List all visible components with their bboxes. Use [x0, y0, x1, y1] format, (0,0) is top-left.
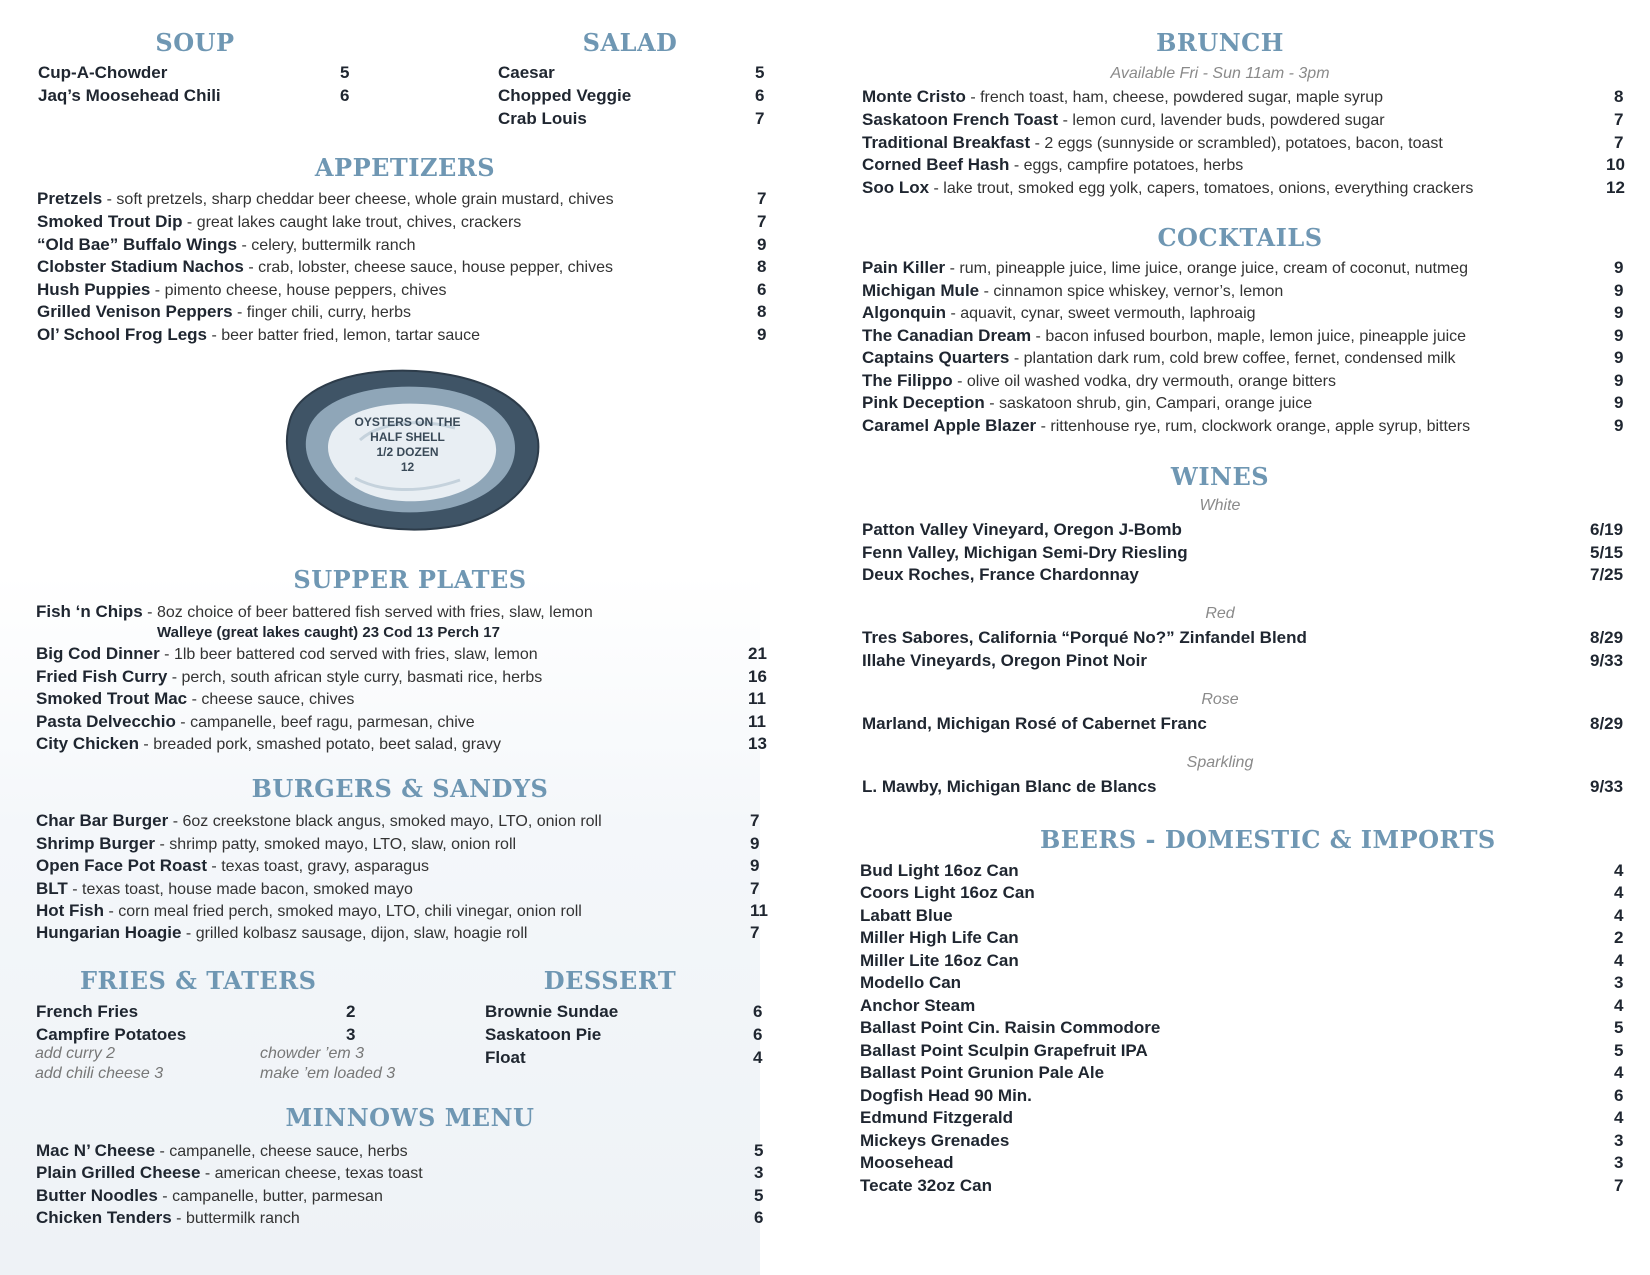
oyster-illustration	[270, 360, 545, 535]
item-name: Fenn Valley, Michigan Semi-Dry Riesling	[862, 543, 1188, 562]
item-name: Float	[485, 1048, 526, 1067]
fries-addon: make ’em loaded 3	[260, 1065, 396, 1082]
item-name: Brownie Sundae	[485, 1002, 619, 1021]
brunch-item	[862, 86, 1632, 108]
item-price: 13	[748, 734, 767, 753]
item-price: 6	[753, 1025, 763, 1044]
item-name: Char Bar Burger	[36, 811, 169, 830]
fries-addon: add chili cheese 3	[35, 1065, 164, 1082]
item-name: Patton Valley Vineyard, Oregon J-Bomb	[862, 520, 1182, 539]
item-name: Algonquin	[862, 303, 947, 322]
fries-item	[36, 1001, 366, 1023]
item-name: Plain Grilled Cheese	[36, 1163, 201, 1182]
item-description: - plantation dark rum, cold brew coffee, fernet, condensed milk	[1009, 350, 1456, 367]
brunch-heading: BRUNCH	[1156, 28, 1284, 57]
item-price: 2	[1614, 928, 1624, 947]
item-price: 9	[1614, 371, 1624, 390]
item-price: 4	[1614, 883, 1624, 902]
soup-heading: SOUP	[155, 28, 235, 57]
item-price: 5	[340, 63, 350, 82]
item-description: - crab, lobster, cheese sauce, house pepper, chives	[243, 259, 613, 276]
item-description: - olive oil washed vodka, dry vermouth, orange bitters	[952, 373, 1336, 390]
cocktail-item	[862, 370, 1632, 392]
minnows-item	[36, 1207, 776, 1229]
appetizers-heading: APPETIZERS	[314, 153, 496, 182]
item-name: Ballast Point Grunion Pale Ale	[860, 1063, 1105, 1082]
item-name: Shrimp Burger	[36, 834, 156, 853]
item-price: 11	[748, 712, 766, 731]
item-price: 4	[1614, 996, 1624, 1015]
wine-category-red: Red	[1205, 605, 1235, 622]
item-price: 8	[1614, 87, 1624, 106]
soup-item	[38, 85, 348, 107]
cocktail-item	[862, 280, 1632, 302]
item-price: 5	[755, 63, 765, 82]
item-description: - campanelle, butter, parmesan	[157, 1188, 383, 1205]
fries-item	[36, 1024, 366, 1046]
item-price: 9/33	[1590, 651, 1624, 670]
item-description: - texas toast, house made bacon, smoked mayo	[67, 881, 413, 898]
beer-item	[860, 860, 1630, 882]
item-name: City Chicken	[36, 734, 139, 753]
minnows-heading: MINNOWS MENU	[285, 1103, 535, 1132]
item-name: “Old Bae” Buffalo Wings	[37, 235, 238, 254]
item-name: Modello Can	[860, 973, 962, 992]
item-name: The Filippo	[862, 371, 953, 390]
supper-item	[36, 688, 776, 710]
cocktail-item	[862, 392, 1632, 414]
beer-item	[860, 1107, 1630, 1129]
item-name: Labatt Blue	[860, 906, 953, 925]
item-name: Captains Quarters	[862, 348, 1010, 367]
dessert-item	[485, 1001, 775, 1023]
cocktails-heading: COCKTAILS	[1157, 223, 1323, 252]
item-description: - soft pretzels, sharp cheddar beer cheese, whole grain mustard, chives	[102, 191, 614, 208]
item-name: Campfire Potatoes	[36, 1025, 187, 1044]
oyster-line-1: OYSTERS ON THE	[354, 415, 461, 429]
burger-item	[36, 922, 776, 944]
item-price: 8	[757, 257, 767, 276]
item-name: Open Face Pot Roast	[36, 856, 207, 875]
item-name: Chopped Veggie	[498, 86, 632, 105]
beer-item	[860, 950, 1630, 972]
beer-item	[860, 1040, 1630, 1062]
item-price: 9	[1614, 326, 1624, 345]
item-price: 3	[754, 1163, 764, 1182]
item-name: Edmund Fitzgerald	[860, 1108, 1013, 1127]
item-description: - pimento cheese, house peppers, chives	[150, 282, 447, 299]
item-price: 7	[750, 923, 760, 942]
item-description: - bacon infused bourbon, maple, lemon juice, pineapple juice	[1031, 328, 1467, 345]
item-name: Deux Roches, France Chardonnay	[862, 565, 1139, 584]
item-price: 3	[346, 1025, 356, 1044]
item-description: - rum, pineapple juice, lime juice, orange juice, cream of coconut, nutmeg	[945, 260, 1469, 277]
item-price: 9	[1614, 281, 1624, 300]
item-price: 7	[1614, 1176, 1624, 1195]
beer-item	[860, 905, 1630, 927]
item-description: - eggs, campfire potatoes, herbs	[1009, 157, 1244, 174]
item-name: Big Cod Dinner	[36, 644, 160, 663]
item-name: Pink Deception	[862, 393, 985, 412]
fries-heading: FRIES & TATERS	[80, 966, 317, 995]
item-price: 7/25	[1590, 565, 1624, 584]
cocktail-item	[862, 302, 1632, 324]
item-price: 4	[1614, 861, 1624, 880]
item-description: - aquavit, cynar, sweet vermouth, laphroaig	[946, 305, 1256, 322]
beer-item	[860, 1017, 1630, 1039]
item-price: 7	[757, 212, 767, 231]
wine-item	[862, 627, 1632, 649]
item-name: Pretzels	[37, 189, 103, 208]
supper-item	[36, 666, 776, 688]
item-name: Bud Light 16oz Can	[860, 861, 1019, 880]
item-price: 9	[750, 834, 760, 853]
item-price: 4	[753, 1048, 763, 1067]
wine-item	[862, 713, 1632, 735]
item-price: 11	[748, 689, 766, 708]
salad-item	[498, 85, 768, 107]
item-name: Pasta Delvecchio	[36, 712, 176, 731]
item-price: 11	[750, 901, 768, 920]
item-name: Michigan Mule	[862, 281, 980, 300]
item-price: 4	[1614, 1108, 1624, 1127]
item-description: - 2 eggs (sunnyside or scrambled), potatoes, bacon, toast	[1030, 135, 1443, 152]
item-name: Grilled Venison Peppers	[37, 302, 233, 321]
item-name: Tres Sabores, California “Porqué No?” Zinfandel Blend	[862, 628, 1307, 647]
item-description: - buttermilk ranch	[171, 1210, 300, 1227]
wine-category-sparkling: Sparkling	[1186, 754, 1254, 771]
item-price: 6/19	[1590, 520, 1624, 539]
minnows-item	[36, 1140, 776, 1162]
item-price: 3	[1614, 1131, 1624, 1150]
item-name: The Canadian Dream	[862, 326, 1032, 345]
item-price: 5	[754, 1141, 764, 1160]
oyster-line-3: 1/2 DOZEN	[376, 445, 439, 459]
wine-item	[862, 564, 1632, 586]
item-price: 3	[1614, 973, 1624, 992]
item-price: 9	[1614, 303, 1624, 322]
cocktail-item	[862, 257, 1632, 279]
burger-item	[36, 855, 776, 877]
item-name: Mickeys Grenades	[860, 1131, 1010, 1150]
item-name: Ol’ School Frog Legs	[37, 325, 208, 344]
item-description: - beer batter fried, lemon, tartar sauce	[207, 327, 481, 344]
supper-item	[36, 711, 776, 733]
item-name: Caramel Apple Blazer	[862, 416, 1037, 435]
item-name: Corned Beef Hash	[862, 155, 1010, 174]
minnows-item	[36, 1162, 776, 1184]
oyster-label	[270, 415, 545, 475]
wine-item	[862, 650, 1632, 672]
item-name: Coors Light 16oz Can	[860, 883, 1035, 902]
item-name: Crab Louis	[498, 109, 587, 128]
salad-item	[498, 108, 768, 130]
item-name: Hot Fish	[36, 901, 104, 920]
cocktail-item	[862, 325, 1632, 347]
item-price: 7	[1614, 110, 1624, 129]
fries-addon: add curry 2	[35, 1045, 116, 1062]
wines-heading: WINES	[1170, 462, 1270, 491]
item-description: - lemon curd, lavender buds, powdered sugar	[1058, 112, 1385, 129]
appetizer-item	[37, 188, 777, 210]
item-price: 5/15	[1590, 543, 1624, 562]
item-price: 6	[340, 86, 350, 105]
item-name: Fish ‘n Chips	[36, 602, 143, 621]
item-price: 6	[753, 1002, 763, 1021]
wine-category-rose: Rose	[1201, 691, 1239, 708]
burger-item	[36, 900, 776, 922]
item-price: 5	[1614, 1041, 1624, 1060]
beer-item	[860, 1085, 1630, 1107]
item-price: 4	[1614, 1063, 1624, 1082]
item-description: - 6oz creekstone black angus, smoked mayo, LTO, onion roll	[168, 813, 602, 830]
dessert-item	[485, 1047, 775, 1069]
cocktail-item	[862, 415, 1632, 437]
salad-heading: SALAD	[582, 28, 678, 57]
item-price: 12	[1606, 178, 1625, 197]
item-name: Marland, Michigan Rosé of Cabernet Franc	[862, 714, 1207, 733]
item-description: - american cheese, texas toast	[200, 1165, 423, 1182]
burger-item	[36, 810, 776, 832]
item-name: BLT	[36, 879, 68, 898]
appetizer-item	[37, 256, 777, 278]
item-price: 6	[754, 1208, 764, 1227]
item-description: - shrimp patty, smoked mayo, LTO, slaw, onion roll	[155, 836, 517, 853]
item-price: 5	[1614, 1018, 1624, 1037]
item-name: Clobster Stadium Nachos	[37, 257, 244, 276]
item-price: 6	[757, 280, 767, 299]
appetizer-item	[37, 211, 777, 233]
supper-item	[36, 643, 776, 665]
beer-item	[860, 1130, 1630, 1152]
item-name: Fried Fish Curry	[36, 667, 168, 686]
item-name: Butter Noodles	[36, 1186, 158, 1205]
item-description: - corn meal fried perch, smoked mayo, LTO, chili vinegar, onion roll	[104, 903, 582, 920]
item-price: 9	[1614, 416, 1624, 435]
item-price: 9	[750, 856, 760, 875]
brunch-item	[862, 109, 1632, 131]
item-name: Soo Lox	[862, 178, 930, 197]
supper-item	[36, 733, 776, 755]
item-description: - perch, south african style curry, basmati rice, herbs	[167, 669, 543, 686]
item-name: Hush Puppies	[37, 280, 151, 299]
item-description: - celery, buttermilk ranch	[237, 237, 416, 254]
item-description: - 8oz choice of beer battered fish served with fries, slaw, lemon	[142, 604, 593, 621]
item-name: Smoked Trout Mac	[36, 689, 188, 708]
item-description: - french toast, ham, cheese, powdered sugar, maple syrup	[965, 89, 1383, 106]
item-name: Moosehead	[860, 1153, 954, 1172]
item-price: 9	[1614, 258, 1624, 277]
dessert-item	[485, 1024, 775, 1046]
item-description: - grilled kolbasz sausage, dijon, slaw, hoagie roll	[181, 925, 528, 942]
item-name: Mac N’ Cheese	[36, 1141, 156, 1160]
item-price: 6	[755, 86, 765, 105]
beer-item	[860, 882, 1630, 904]
item-price: 9	[1614, 348, 1624, 367]
item-description: - campanelle, cheese sauce, herbs	[155, 1143, 408, 1160]
item-price: 8	[757, 302, 767, 321]
burger-item	[36, 833, 776, 855]
item-price: 4	[1614, 951, 1624, 970]
item-price: 7	[1614, 133, 1624, 152]
supper-item	[36, 601, 776, 623]
soup-item	[38, 62, 348, 84]
item-name: Dogfish Head 90 Min.	[860, 1086, 1032, 1105]
burger-item	[36, 878, 776, 900]
burgers-heading: BURGERS & SANDYS	[251, 774, 549, 803]
wine-item	[862, 776, 1632, 798]
item-name: Anchor Steam	[860, 996, 976, 1015]
item-name: Smoked Trout Dip	[37, 212, 183, 231]
minnows-item	[36, 1185, 776, 1207]
item-name: Jaq’s Moosehead Chili	[38, 86, 221, 105]
appetizer-item	[37, 301, 777, 323]
appetizer-item	[37, 234, 777, 256]
item-description: - cinnamon spice whiskey, vernor’s, lemon	[979, 283, 1284, 300]
beer-item	[860, 995, 1630, 1017]
item-description: - saskatoon shrub, gin, Campari, orange juice	[984, 395, 1313, 412]
cocktail-item	[862, 347, 1632, 369]
item-description: - finger chili, curry, herbs	[232, 304, 411, 321]
oyster-line-2: HALF SHELL	[370, 430, 445, 444]
wine-item	[862, 519, 1632, 541]
item-name: Saskatoon Pie	[485, 1025, 602, 1044]
item-price: 7	[750, 811, 760, 830]
item-description: - great lakes caught lake trout, chives, crackers	[182, 214, 522, 231]
item-name: Chicken Tenders	[36, 1208, 172, 1227]
brunch-subtitle: Available Fri - Sun 11am - 3pm	[1110, 65, 1330, 82]
beer-item	[860, 1152, 1630, 1174]
fish-options: Walleye (great lakes caught) 23 Cod 13 Perch 17	[157, 624, 500, 641]
item-price: 7	[750, 879, 760, 898]
item-description: - campanelle, beef ragu, parmesan, chive	[175, 714, 475, 731]
item-price: 8/29	[1590, 628, 1624, 647]
brunch-item	[862, 154, 1632, 176]
item-description: - texas toast, gravy, asparagus	[206, 858, 430, 875]
wine-item	[862, 542, 1632, 564]
item-description: - cheese sauce, chives	[187, 691, 355, 708]
item-description: - 1lb beer battered cod served with fries, slaw, lemon	[159, 646, 538, 663]
appetizer-item	[37, 279, 777, 301]
appetizer-item	[37, 324, 777, 346]
item-price: 2	[346, 1002, 356, 1021]
item-price: 9	[1614, 393, 1624, 412]
wine-category-white: White	[1199, 497, 1241, 514]
beer-item	[860, 972, 1630, 994]
item-price: 10	[1606, 155, 1625, 174]
item-name: French Fries	[36, 1002, 139, 1021]
item-name: L. Mawby, Michigan Blanc de Blancs	[862, 777, 1157, 796]
beer-item	[860, 1175, 1630, 1197]
item-name: Monte Cristo	[862, 87, 966, 106]
item-name: Illahe Vineyards, Oregon Pinot Noir	[862, 651, 1147, 670]
item-name: Ballast Point Cin. Raisin Commodore	[860, 1018, 1161, 1037]
item-price: 6	[1614, 1086, 1624, 1105]
item-name: Cup-A-Chowder	[38, 63, 168, 82]
item-name: Ballast Point Sculpin Grapefruit IPA	[860, 1041, 1148, 1060]
fries-addon: chowder ’em 3	[260, 1045, 365, 1062]
item-name: Hungarian Hoagie	[36, 923, 182, 942]
brunch-item	[862, 177, 1632, 199]
beer-item	[860, 927, 1630, 949]
item-description: - breaded pork, smashed potato, beet salad, gravy	[138, 736, 501, 753]
item-description: - lake trout, smoked egg yolk, capers, tomatoes, onions, everything crackers	[929, 180, 1474, 197]
item-price: 4	[1614, 906, 1624, 925]
item-name: Caesar	[498, 63, 555, 82]
item-name: Tecate 32oz Can	[860, 1176, 992, 1195]
item-price: 16	[748, 667, 767, 686]
item-name: Miller High Life Can	[860, 928, 1019, 947]
item-price: 9	[757, 235, 767, 254]
item-price: 9/33	[1590, 777, 1624, 796]
item-price: 5	[754, 1186, 764, 1205]
item-name: Miller Lite 16oz Can	[860, 951, 1019, 970]
item-price: 21	[748, 644, 767, 663]
item-price: 3	[1614, 1153, 1624, 1172]
item-price: 9	[757, 325, 767, 344]
item-name: Saskatoon French Toast	[862, 110, 1059, 129]
item-price: 8/29	[1590, 714, 1624, 733]
item-description: - rittenhouse rye, rum, clockwork orange, apple syrup, bitters	[1036, 418, 1471, 435]
supper-plates-heading: SUPPER PLATES	[293, 565, 527, 594]
item-price: 7	[757, 189, 767, 208]
dessert-heading: DESSERT	[543, 966, 677, 995]
beer-item	[860, 1062, 1630, 1084]
item-name: Pain Killer	[862, 258, 946, 277]
item-price: 7	[755, 109, 765, 128]
oyster-line-4: 12	[400, 460, 415, 474]
salad-item	[498, 62, 768, 84]
brunch-item	[862, 132, 1632, 154]
beers-heading: BEERS - DOMESTIC & IMPORTS	[1040, 825, 1496, 854]
item-name: Traditional Breakfast	[862, 133, 1031, 152]
